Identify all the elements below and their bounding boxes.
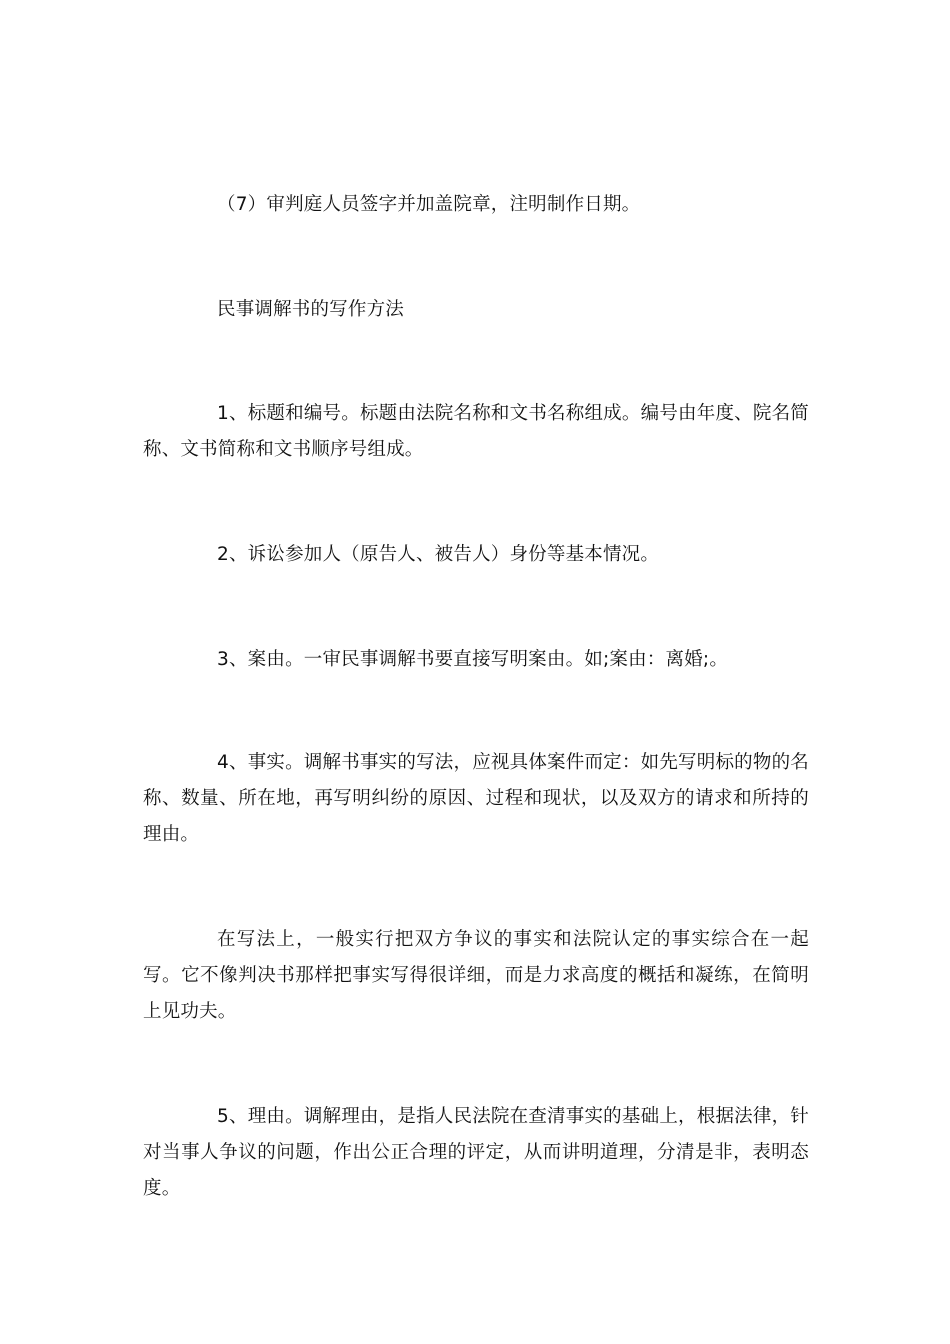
- paragraph-reasons: 5、理由。调解理由，是指人民法院在查清事实的基础上，根据法律，针对当事人争议的问题，作出公正合理的评定，从而讲明道理，分清是非，表明态度。: [143, 1106, 809, 1199]
- section-heading: 民事调解书的写作方法: [217, 299, 405, 320]
- paragraph-signature-step: （7）审判庭人员签字并加盖院章，注明制作日期。: [217, 194, 641, 215]
- paragraph-case-cause: 3、案由。一审民事调解书要直接写明案由。如;案由：离婚;。: [217, 649, 729, 670]
- paragraph-facts-writing: 在写法上，一般实行把双方争议的事实和法院认定的事实综合在一起写。它不像判决书那样把事实写得很详细，而是力求高度的概括和凝练，在简明上见功夫。: [143, 929, 809, 1022]
- paragraph-facts: 4、事实。调解书事实的写法，应视具体案件而定：如先写明标的物的名称、数量、所在地，再写明纠纷的原因、过程和现状，以及双方的请求和所持的理由。: [143, 752, 809, 845]
- paragraph-title-number: 1、标题和编号。标题由法院名称和文书名称组成。编号由年度、院名简称、文书简称和文书顺序号组成。: [143, 403, 809, 460]
- paragraph-participants: 2、诉讼参加人（原告人、被告人）身份等基本情况。: [217, 544, 660, 565]
